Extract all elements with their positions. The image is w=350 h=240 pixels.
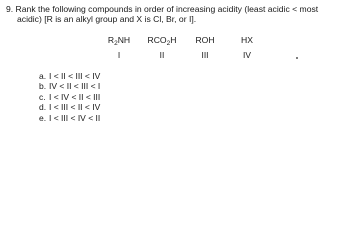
choice-letter: e. xyxy=(39,112,47,123)
choice-text: I < III < IV < II xyxy=(49,112,101,123)
question-line-2: acidic) [R is an alkyl group and X is Cl, Br, or I]. xyxy=(17,14,197,24)
answer-choice-b[interactable] xyxy=(39,81,100,91)
answer-choice-c[interactable] xyxy=(39,92,100,102)
choice-letter: a. xyxy=(39,71,47,81)
answer-choice-d[interactable] xyxy=(39,102,100,112)
compound-carboxylic-acid xyxy=(142,35,182,60)
choice-letter: b. xyxy=(39,81,47,92)
compound-amine xyxy=(99,35,139,60)
choice-text: I < III < II < IV xyxy=(49,102,101,113)
choice-letter: c. xyxy=(39,91,46,102)
compound-alcohol xyxy=(185,35,225,60)
compound-formula: $RCO_2H$ xyxy=(147,35,177,47)
question-line-1: 9. Rank the following compounds in order of increasing acidity (least acidic < most xyxy=(6,4,319,14)
answer-choices xyxy=(39,71,100,123)
compound-numeral: IV xyxy=(243,50,251,60)
choice-text: I < II < III < IV xyxy=(49,71,101,81)
choice-text: I < IV < II < III xyxy=(49,91,101,102)
answer-choice-e[interactable] xyxy=(39,113,100,123)
compound-formula: HX xyxy=(241,35,253,45)
compound-numeral: II xyxy=(159,50,165,60)
choice-text: IV < II < III < I xyxy=(49,81,101,92)
compound-formula: $R_2NH$ xyxy=(107,35,131,47)
choice-letter: d. xyxy=(39,102,47,113)
compound-hydrogen-halide xyxy=(227,35,267,60)
compound-formula: ROH xyxy=(195,35,215,45)
compound-numeral: III xyxy=(201,50,209,60)
cursor-dot xyxy=(296,57,298,59)
answer-choice-a[interactable] xyxy=(39,71,100,81)
compound-numeral: I xyxy=(117,50,121,60)
